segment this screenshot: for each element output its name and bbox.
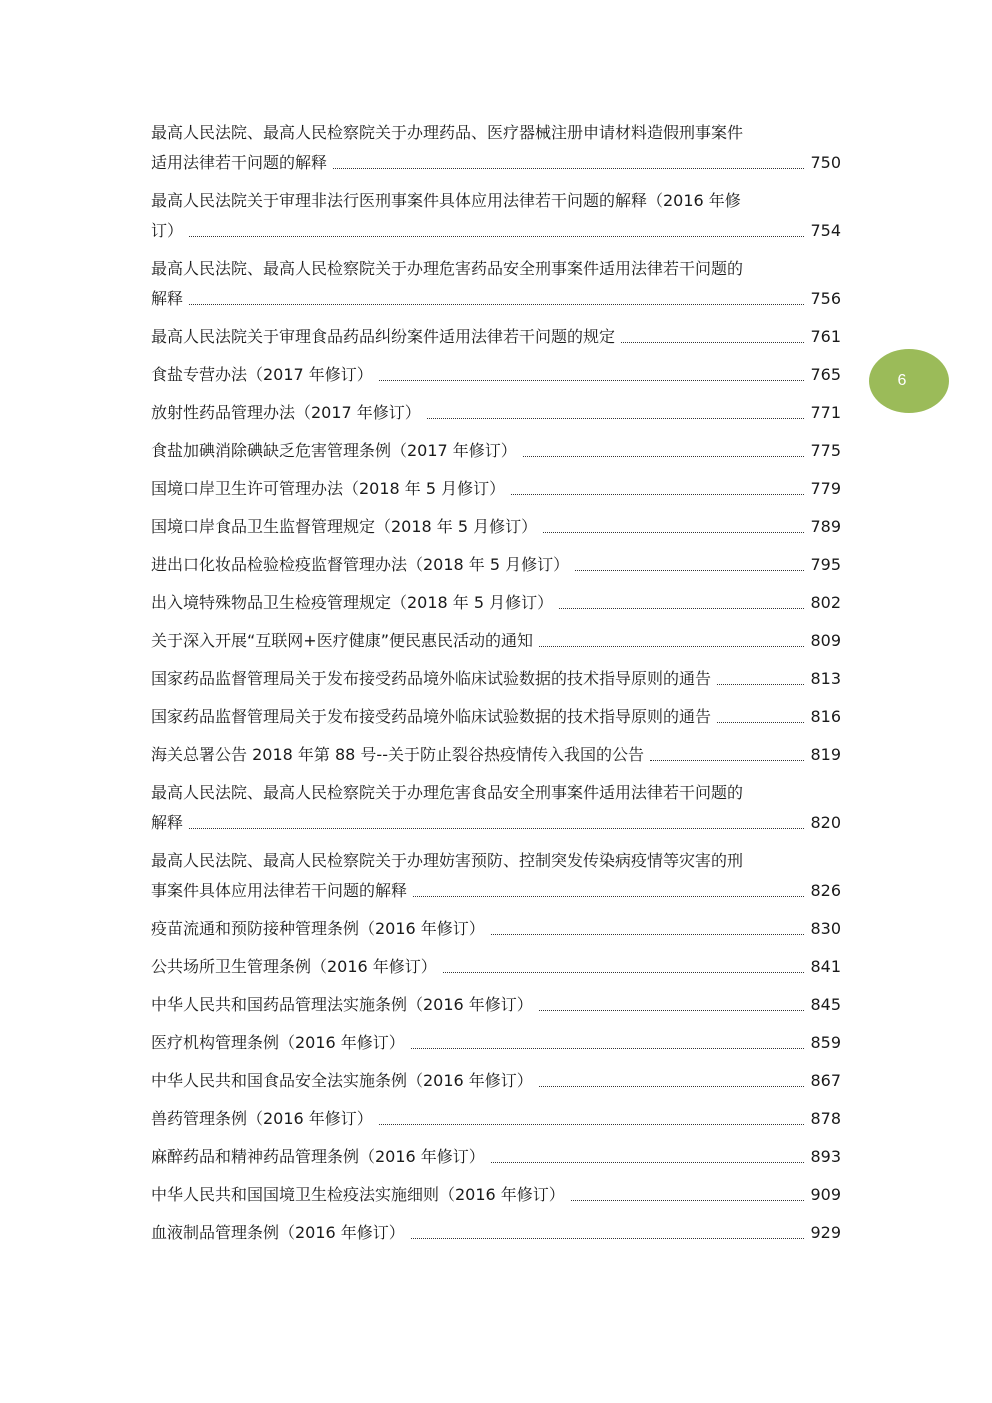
toc-entry[interactable]: [151, 1180, 841, 1210]
toc-entry[interactable]: [151, 474, 841, 504]
toc-entry-page: 830: [810, 919, 841, 938]
toc-entry-page: 859: [810, 1033, 841, 1052]
toc-entry-title: 疫苗流通和预防接种管理条例（2016 年修订）: [151, 919, 485, 938]
dot-leader: [575, 570, 804, 571]
toc-entry-page: 813: [810, 669, 841, 688]
toc-entry-title: 关于深入开展“互联网+医疗健康”便民惠民活动的通知: [151, 631, 533, 650]
dot-leader: [413, 896, 804, 897]
toc-entry-line: [151, 1142, 841, 1172]
toc-entry-title: 进出口化妆品检验检疫监督管理办法（2018 年 5 月修订）: [151, 555, 570, 574]
toc-entry-title: 订）: [151, 221, 184, 240]
toc-entry-line: [151, 360, 841, 390]
toc-entry-line: [151, 148, 841, 178]
toc-entry-title: 兽药管理条例（2016 年修订）: [151, 1109, 373, 1128]
toc-entry-line: [151, 990, 841, 1020]
toc-entry-line: [151, 626, 841, 656]
toc-entry-page: 893: [810, 1147, 841, 1166]
toc-entry-title: 国境口岸卫生许可管理办法（2018 年 5 月修订）: [151, 479, 506, 498]
toc-entry-line: [151, 216, 841, 246]
dot-leader: [543, 532, 804, 533]
toc-entry[interactable]: [151, 550, 841, 580]
toc-entry-line: [151, 1218, 841, 1248]
toc-entry[interactable]: [151, 1142, 841, 1172]
toc-entry-page: 802: [810, 593, 841, 612]
dot-leader: [539, 1010, 805, 1011]
dot-leader: [491, 934, 805, 935]
toc-entry-title: 事案件具体应用法律若干问题的解释: [151, 881, 408, 900]
toc-entry-page: 756: [810, 289, 841, 308]
dot-leader: [539, 1086, 805, 1087]
toc-entry-line: [151, 952, 841, 982]
dot-leader: [427, 418, 805, 419]
toc-entry-title: 最高人民法院关于审理食品药品纠纷案件适用法律若干问题的规定: [151, 327, 616, 346]
toc-entry-line: [151, 284, 841, 314]
dot-leader: [189, 236, 804, 237]
dot-leader: [717, 684, 804, 685]
toc-entry[interactable]: [151, 1104, 841, 1134]
toc-entry-page: 929: [810, 1223, 841, 1242]
toc-entry-title: 出入境特殊物品卫生检疫管理规定（2018 年 5 月修订）: [151, 593, 554, 612]
toc-entry-title: 中华人民共和国药品管理法实施条例（2016 年修订）: [151, 995, 533, 1014]
toc-entry-page: 771: [810, 403, 841, 422]
dot-leader: [650, 760, 804, 761]
toc-entry-line: [151, 1066, 841, 1096]
toc-entry-page: 841: [810, 957, 841, 976]
toc-entry[interactable]: [151, 1066, 841, 1096]
toc-entry-page: 809: [810, 631, 841, 650]
toc-entry[interactable]: [151, 360, 841, 390]
toc-entry[interactable]: [151, 322, 841, 352]
toc-entry[interactable]: [151, 588, 841, 618]
toc-entry-title: 解释: [151, 813, 184, 832]
toc-entry-line: [151, 914, 841, 944]
toc-entry-line: [151, 474, 841, 504]
toc-entry[interactable]: [151, 990, 841, 1020]
toc-entry-line: [151, 664, 841, 694]
toc-entry[interactable]: [151, 778, 841, 838]
dot-leader: [559, 608, 804, 609]
dot-leader: [189, 828, 804, 829]
toc-entry[interactable]: [151, 626, 841, 656]
toc-entry-page: 775: [810, 441, 841, 460]
toc-entry-page: 909: [810, 1185, 841, 1204]
dot-leader: [379, 1124, 805, 1125]
toc-entry-page: 754: [810, 221, 841, 240]
toc-entry[interactable]: [151, 254, 841, 314]
toc-entry-line: [151, 876, 841, 906]
dot-leader: [189, 304, 804, 305]
toc-entry-title-line1: 最高人民法院、最高人民检察院关于办理妨害预防、控制突发传染病疫情等灾害的刑: [151, 851, 744, 870]
toc-entry[interactable]: [151, 846, 841, 906]
toc-entry-title-line1: 最高人民法院、最高人民检察院关于办理危害食品安全刑事案件适用法律若干问题的: [151, 783, 744, 802]
toc-entry[interactable]: [151, 118, 841, 178]
toc-entry[interactable]: [151, 664, 841, 694]
page-number: 6: [897, 372, 907, 389]
toc-entry-line: [151, 322, 841, 352]
toc-entry-line: [151, 702, 841, 732]
toc-entry-page: 765: [810, 365, 841, 384]
dot-leader: [621, 342, 804, 343]
toc-entry-title: 医疗机构管理条例（2016 年修订）: [151, 1033, 405, 1052]
toc-entry-title: 国家药品监督管理局关于发布接受药品境外临床试验数据的技术指导原则的通告: [151, 707, 712, 726]
toc-entry[interactable]: [151, 512, 841, 542]
toc-entry-title-line1: 最高人民法院、最高人民检察院关于办理危害药品安全刑事案件适用法律若干问题的: [151, 259, 744, 278]
toc-entry-page: 816: [810, 707, 841, 726]
toc-entry-line: [151, 1028, 841, 1058]
toc-entry[interactable]: [151, 186, 841, 246]
toc-entry[interactable]: [151, 436, 841, 466]
toc-entry-title: 海关总署公告 2018 年第 88 号--关于防止裂谷热疫情传入我国的公告: [151, 745, 644, 764]
toc-entry-page: 795: [810, 555, 841, 574]
toc-entry[interactable]: [151, 398, 841, 428]
toc-entry[interactable]: [151, 1218, 841, 1248]
toc-entry-line: [151, 1104, 841, 1134]
toc-entry-line: [151, 588, 841, 618]
dot-leader: [333, 168, 804, 169]
dot-leader: [443, 972, 805, 973]
toc-entry-page: 789: [810, 517, 841, 536]
toc-entry-page: 826: [810, 881, 841, 900]
toc-entry-title: 血液制品管理条例（2016 年修订）: [151, 1223, 405, 1242]
toc-entry-title-line1: 最高人民法院关于审理非法行医刑事案件具体应用法律若干问题的解释（2016 年修: [151, 191, 741, 210]
toc-entry-page: 779: [810, 479, 841, 498]
toc-entry-line: [151, 808, 841, 838]
toc-entry-title: 国家药品监督管理局关于发布接受药品境外临床试验数据的技术指导原则的通告: [151, 669, 712, 688]
toc-entry-title: 解释: [151, 289, 184, 308]
toc-entry-title: 中华人民共和国国境卫生检疫法实施细则（2016 年修订）: [151, 1185, 565, 1204]
toc-entry-page: 867: [810, 1071, 841, 1090]
toc-entry-page: 819: [810, 745, 841, 764]
toc-entry-line: [151, 740, 841, 770]
toc-entry-title: 适用法律若干问题的解释: [151, 153, 328, 172]
toc-entry[interactable]: [151, 1028, 841, 1058]
toc-entry-line: [151, 1180, 841, 1210]
dot-leader: [379, 380, 805, 381]
toc-entry-title: 国境口岸食品卫生监督管理规定（2018 年 5 月修订）: [151, 517, 538, 536]
toc-entry-line: [151, 436, 841, 466]
toc-entry[interactable]: [151, 952, 841, 982]
toc-entry-title: 食盐加碘消除碘缺乏危害管理条例（2017 年修订）: [151, 441, 517, 460]
toc-entry-line: [151, 550, 841, 580]
dot-leader: [571, 1200, 805, 1201]
dot-leader: [411, 1238, 805, 1239]
toc-entry-page: 845: [810, 995, 841, 1014]
table-of-contents: [151, 118, 841, 1256]
toc-entry[interactable]: [151, 702, 841, 732]
dot-leader: [411, 1048, 805, 1049]
dot-leader: [717, 722, 804, 723]
dot-leader: [491, 1162, 805, 1163]
toc-entry-title: 放射性药品管理办法（2017 年修订）: [151, 403, 421, 422]
toc-entry-title: 食盐专营办法（2017 年修订）: [151, 365, 373, 384]
toc-entry-line: [151, 398, 841, 428]
toc-entry-title: 麻醉药品和精神药品管理条例（2016 年修订）: [151, 1147, 485, 1166]
toc-entry-line: [151, 512, 841, 542]
toc-entry[interactable]: [151, 740, 841, 770]
toc-entry-title: 公共场所卫生管理条例（2016 年修订）: [151, 957, 437, 976]
dot-leader: [511, 494, 804, 495]
dot-leader: [523, 456, 805, 457]
toc-entry-page: 761: [810, 327, 841, 346]
dot-leader: [539, 646, 804, 647]
toc-entry-page: 750: [810, 153, 841, 172]
toc-entry-page: 820: [810, 813, 841, 832]
toc-entry[interactable]: [151, 914, 841, 944]
toc-entry-title-line1: 最高人民法院、最高人民检察院关于办理药品、医疗器械注册申请材料造假刑事案件: [151, 123, 744, 142]
page-number-badge: [869, 349, 949, 413]
toc-entry-title: 中华人民共和国食品安全法实施条例（2016 年修订）: [151, 1071, 533, 1090]
toc-entry-page: 878: [810, 1109, 841, 1128]
